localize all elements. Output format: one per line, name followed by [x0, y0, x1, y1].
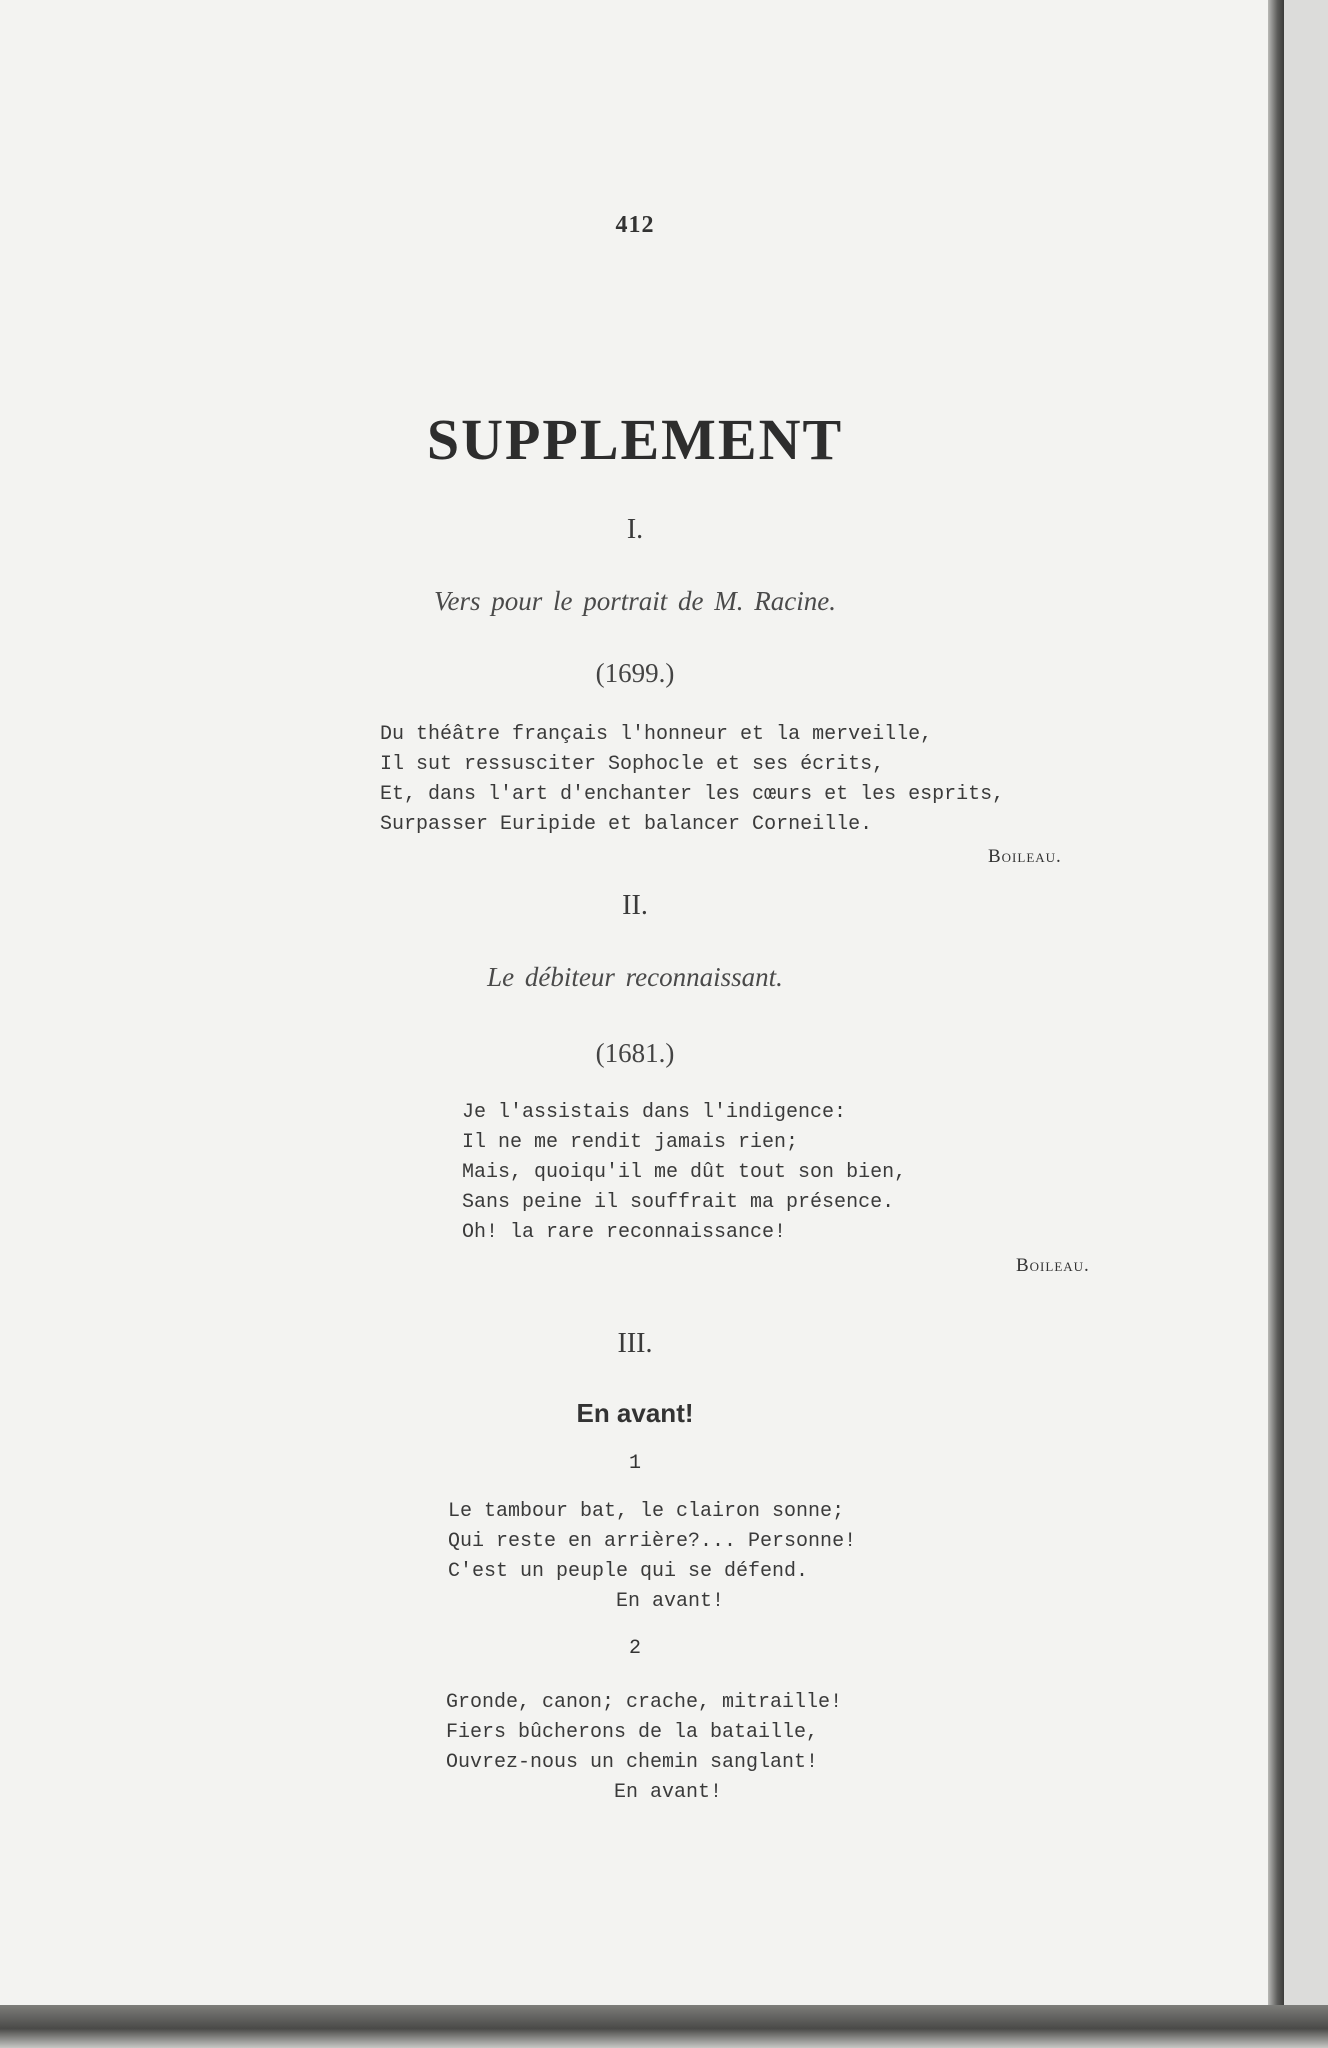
section-1-poem — [380, 720, 1004, 840]
scan-margin-right — [1284, 0, 1328, 2048]
section-2-poem — [462, 1098, 906, 1248]
poem-line: Gronde, canon; crache, mitraille! — [446, 1691, 843, 1714]
poem-line: Je l'assistais dans l'indigence: — [462, 1101, 847, 1124]
section-2-year: (1681.) — [595, 1038, 675, 1068]
poem-line: Sans peine il souffrait ma présence. — [462, 1191, 895, 1214]
section-3-subtitle: En avant! — [576, 1398, 694, 1428]
poem-line: Et, dans l'art d'enchanter les cœurs et les esprits, — [380, 783, 1005, 806]
page-number: 412 — [615, 212, 655, 238]
section-3-numeral: III. — [617, 1328, 653, 1359]
section-2-numeral: II. — [622, 890, 648, 921]
poem-line: Ouvrez-nous un chemin sanglant! — [446, 1751, 819, 1774]
poem-line: Mais, quoiqu'il me dût tout son bien, — [462, 1161, 907, 1184]
section-1-author: Boileau. — [988, 846, 1062, 867]
section-1-year: (1699.) — [595, 658, 675, 688]
poem-line: Du théâtre français l'honneur et la merveille, — [380, 723, 933, 746]
poem-line: Fiers bûcherons de la bataille, — [446, 1721, 819, 1744]
stanza-1-number: 1 — [628, 1452, 641, 1475]
poem-refrain: En avant! — [614, 1781, 723, 1804]
section-2-author: Boileau. — [1016, 1255, 1090, 1276]
stanza-1 — [448, 1497, 856, 1617]
poem-refrain: En avant! — [616, 1590, 725, 1613]
page-title: SUPPLEMENT — [426, 407, 844, 472]
page-bottom-edge-shadow — [0, 2005, 1328, 2048]
poem-line: Qui reste en arrière?... Personne! — [448, 1530, 857, 1553]
poem-line: Oh! la rare reconnaissance! — [462, 1221, 787, 1244]
section-2-subtitle: Le débiteur reconnaissant. — [487, 962, 783, 992]
poem-line: Surpasser Euripide et balancer Corneille. — [380, 813, 873, 836]
poem-line: Il ne me rendit jamais rien; — [462, 1131, 799, 1154]
section-1-subtitle: Vers pour le portrait de M. Racine. — [434, 586, 836, 616]
page-right-edge-shadow — [1268, 0, 1284, 2048]
poem-line: C'est un peuple qui se défend. — [448, 1560, 809, 1583]
poem-line: Le tambour bat, le clairon sonne; — [448, 1500, 845, 1523]
section-1-numeral: I. — [626, 514, 644, 545]
stanza-2 — [446, 1688, 842, 1808]
stanza-2-number: 2 — [628, 1637, 641, 1660]
poem-line: Il sut ressusciter Sophocle et ses écrits, — [380, 753, 885, 776]
